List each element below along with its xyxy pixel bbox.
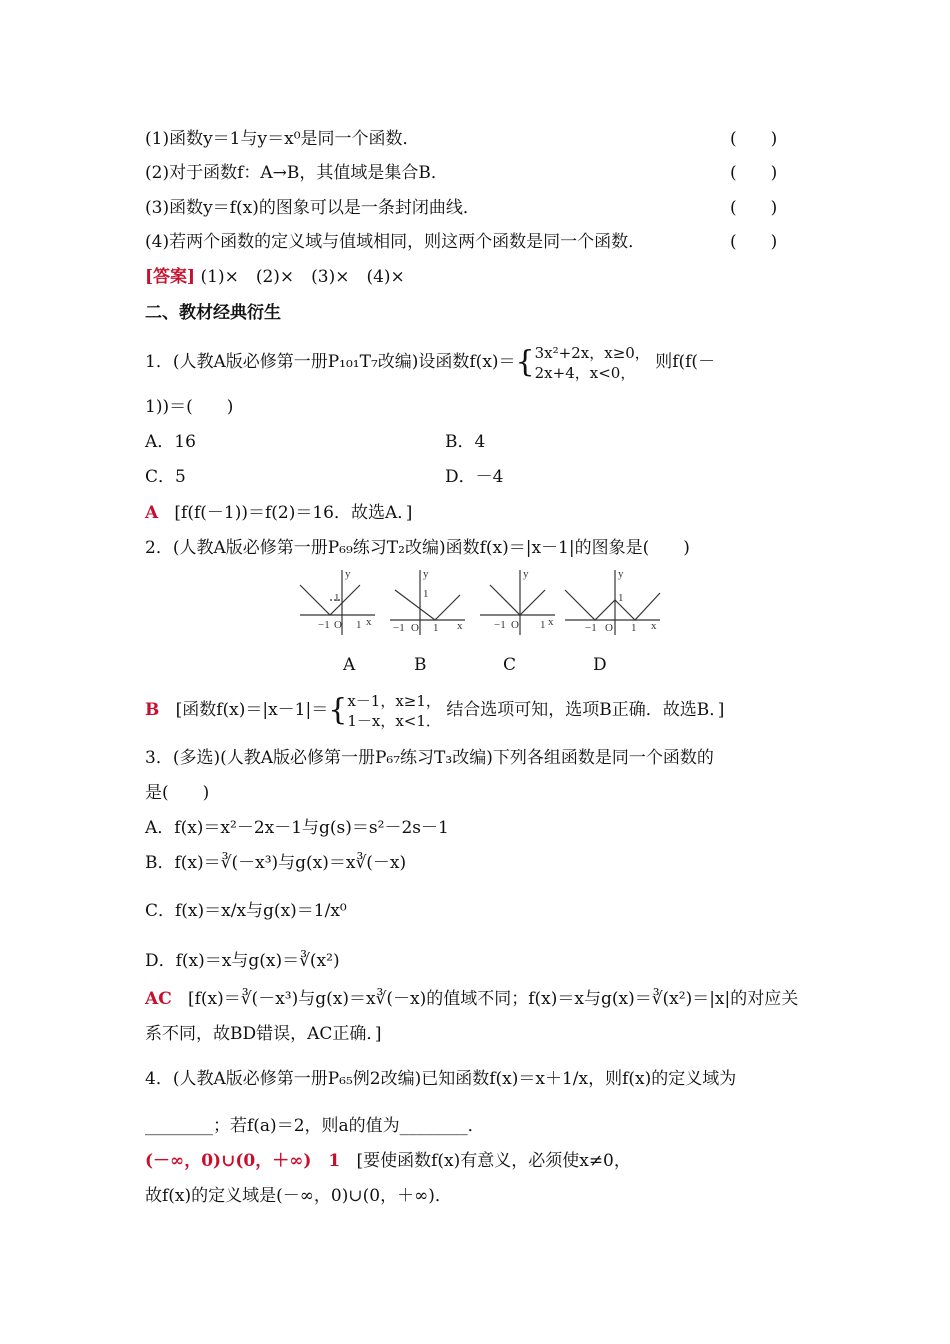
judge-item-3: (3)函数y＝f(x)的图象可以是一条封闭曲线． [145, 198, 480, 218]
judge-paren-2: ( ) [730, 163, 778, 183]
graph-label-d: D [593, 655, 607, 675]
q4-stem: 4．(人教A版必修第一册P₆₅例2改编)已知函数f(x)＝x＋1/x，则f(x)的定义域为 [145, 1069, 737, 1089]
q4-solution-1: [要使函数f(x)有意义，必须使x≠0， [356, 1151, 631, 1171]
svg-text:x: x [457, 620, 463, 632]
graph-label-c: C [503, 655, 517, 675]
graph-label-b: B [414, 655, 427, 675]
q2-graphs [290, 565, 670, 640]
q1-cases [535, 343, 650, 383]
svg-text:1: 1 [540, 619, 546, 631]
q1-solution: [f(f(－1))＝f(2)＝16．故选A．] [174, 503, 413, 523]
q2-stem: 2．(人教A版必修第一册P₆₉练习T₂改编)函数f(x)＝|x－1|的图象是( ) [145, 538, 690, 558]
judge-item-2: (2)对于函数f：A→B，其值域是集合B． [145, 163, 448, 183]
svg-text:−1: −1 [318, 619, 330, 631]
svg-text:−1: −1 [585, 622, 597, 634]
answer-tag: [答案] [145, 267, 196, 287]
graph-d [565, 568, 660, 635]
svg-text:1: 1 [423, 588, 429, 600]
svg-text:y: y [523, 568, 529, 580]
q1-case1: 3x²+2x，x≥0， [534, 343, 650, 362]
q2-case2: 1－x，x<1． [347, 711, 441, 730]
svg-text:y: y [618, 568, 624, 580]
graph-b [390, 568, 465, 635]
judge-paren-3: ( ) [730, 198, 778, 218]
svg-text:y: y [345, 568, 351, 580]
graph-c [480, 568, 555, 635]
q3-stem2: 是( ) [145, 783, 210, 803]
svg-text:O: O [334, 619, 342, 631]
q4-answer: (－∞，0)∪(0，＋∞) 1 [145, 1151, 341, 1171]
svg-text:1: 1 [631, 622, 637, 634]
q3-answer: AC [145, 989, 172, 1009]
section-title: 二、教材经典衍生 [145, 303, 281, 323]
svg-text:−1: −1 [494, 619, 506, 631]
q2-case1: x－1，x≥1， [347, 691, 441, 710]
graph-label-a: A [343, 655, 356, 675]
judge-item-1: (1)函数y＝1与y＝x⁰是同一个函数． [145, 129, 420, 149]
q1-option-c: C．5 [145, 467, 186, 487]
svg-text:x: x [651, 620, 657, 632]
judge-answer-line [145, 266, 405, 288]
q3-option-b: B．f(x)＝∛(－x³)与g(x)＝x∛(－x) [145, 853, 407, 873]
q3-solution-1: [f(x)＝∛(－x³)与g(x)＝x∛(－x)的值域不同；f(x)＝x与g(x)＝∛(x²)＝|x|的对应关 [187, 989, 799, 1009]
q1-stem2: 1))＝( ) [145, 397, 234, 417]
q1-option-a: A．16 [145, 432, 196, 452]
q3-option-c: C．f(x)＝x/x与g(x)＝1/x⁰ [145, 901, 347, 921]
q3-solution-line [145, 988, 798, 1010]
q1-option-d: D．－4 [445, 467, 504, 487]
q1-case2: 2x+4，x<0， [534, 363, 636, 382]
q4-solution-2: 故f(x)的定义域是(－∞，0)∪(0，＋∞)． [145, 1186, 452, 1206]
q4-solution-line [145, 1150, 631, 1172]
q1-solution-line [145, 502, 412, 524]
q3-option-a: A．f(x)＝x²－2x－1与g(s)＝s²－2s－1 [145, 818, 449, 838]
q2-cases [347, 691, 441, 731]
q2-solution-line: B [函数f(x)＝|x－1|＝{x－1，x≥1， 1－x，x<1． 结合选项可知，选项B正确．故选B．] [145, 691, 725, 730]
q3-stem: 3．(多选)(人教A版必修第一册P₆₇练习T₃改编)下列各组函数是同一个函数的 [145, 748, 714, 768]
q1-answer: A [145, 503, 159, 523]
q3-solution-2: 系不同，故BD错误，AC正确．] [145, 1024, 382, 1044]
q2-answer: B [145, 700, 160, 720]
q4-stem2: ________；若f(a)＝2，则a的值为________． [145, 1116, 485, 1136]
judge-item-4: (4)若两个函数的定义域与值域相同，则这两个函数是同一个函数． [145, 232, 646, 252]
svg-text:1: 1 [433, 622, 439, 634]
q1-stem: 1．(人教A版必修第一册P₁₀₁T₇改编)设函数f(x)＝{3x²+2x，x≥0， 2x+4，x<0， 则f(f(－ [145, 343, 716, 382]
judge-paren-1: ( ) [730, 129, 778, 149]
judge-answer: (1)× (2)× (3)× (4)× [200, 267, 405, 287]
svg-text:O: O [411, 622, 419, 634]
svg-text:x: x [548, 616, 554, 628]
svg-text:−1: −1 [393, 622, 405, 634]
svg-text:1: 1 [356, 619, 362, 631]
graph-a [300, 568, 375, 635]
q1-stem-tail: 则f(f(－ [655, 352, 716, 372]
svg-text:y: y [423, 568, 429, 580]
svg-text:O: O [605, 622, 613, 634]
svg-text:x: x [366, 616, 372, 628]
judge-paren-4: ( ) [730, 232, 778, 252]
svg-text:O: O [511, 619, 519, 631]
q2-solution-pre: [函数f(x)＝|x－1|＝ [175, 700, 329, 720]
q1-option-b: B．4 [445, 432, 486, 452]
svg-text:1: 1 [334, 592, 340, 604]
q3-option-d: D．f(x)＝x与g(x)＝∛(x²) [145, 951, 340, 971]
svg-text:1: 1 [618, 592, 624, 604]
q2-solution-post: 结合选项可知，选项B正确．故选B．] [446, 700, 725, 720]
q1-stem-text: 1．(人教A版必修第一册P₁₀₁T₇改编)设函数f(x)＝ [145, 352, 516, 372]
